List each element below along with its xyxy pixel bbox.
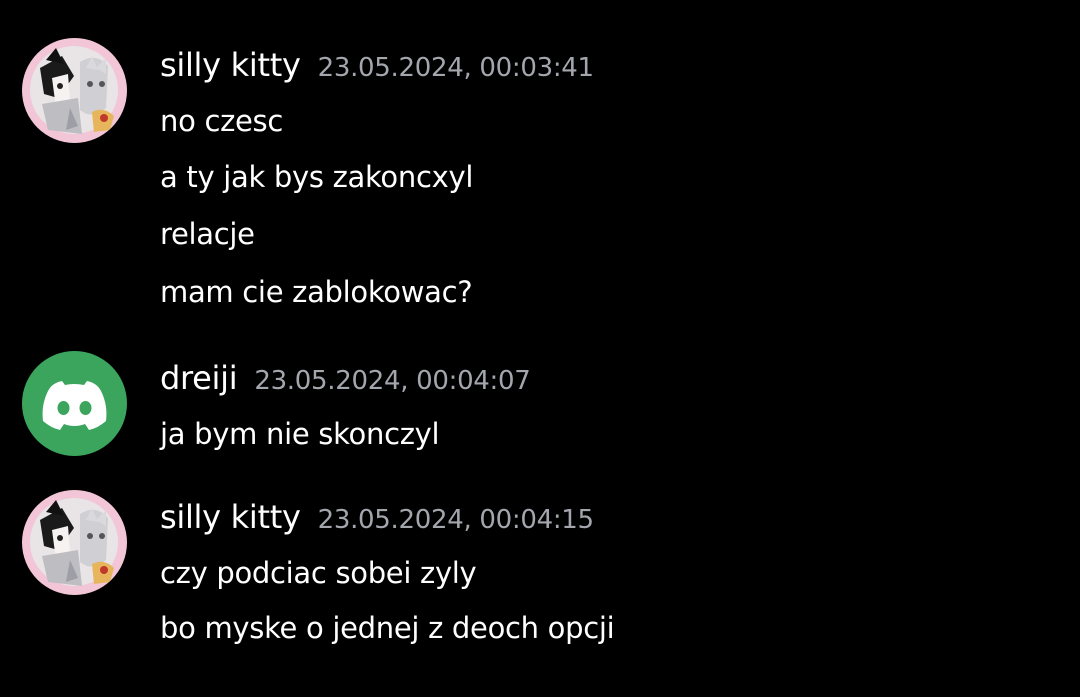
discord-logo-icon <box>22 351 127 456</box>
message-text: no czesc <box>160 104 284 138</box>
message-text: ja bym nie skonczyl <box>160 417 440 451</box>
message-text: czy podciac sobei zyly <box>160 556 477 590</box>
timestamp: 23.05.2024, 00:04:07 <box>254 366 531 396</box>
message-text: bo myske o jednej z deoch opcji <box>160 611 615 645</box>
avatar[interactable] <box>22 351 127 456</box>
anime-cat-avatar-icon <box>22 38 127 143</box>
username[interactable]: silly kitty <box>160 498 301 536</box>
anime-cat-avatar-icon <box>22 490 127 595</box>
timestamp: 23.05.2024, 00:04:15 <box>317 505 594 535</box>
message-text: relacje <box>160 217 255 251</box>
avatar[interactable] <box>22 490 127 595</box>
message-text: mam cie zablokowac? <box>160 275 473 309</box>
username[interactable]: silly kitty <box>160 46 301 84</box>
timestamp: 23.05.2024, 00:03:41 <box>317 53 594 83</box>
username[interactable]: dreiji <box>160 359 238 397</box>
avatar[interactable] <box>22 38 127 143</box>
message-text: a ty jak bys zakoncxyl <box>160 160 474 194</box>
